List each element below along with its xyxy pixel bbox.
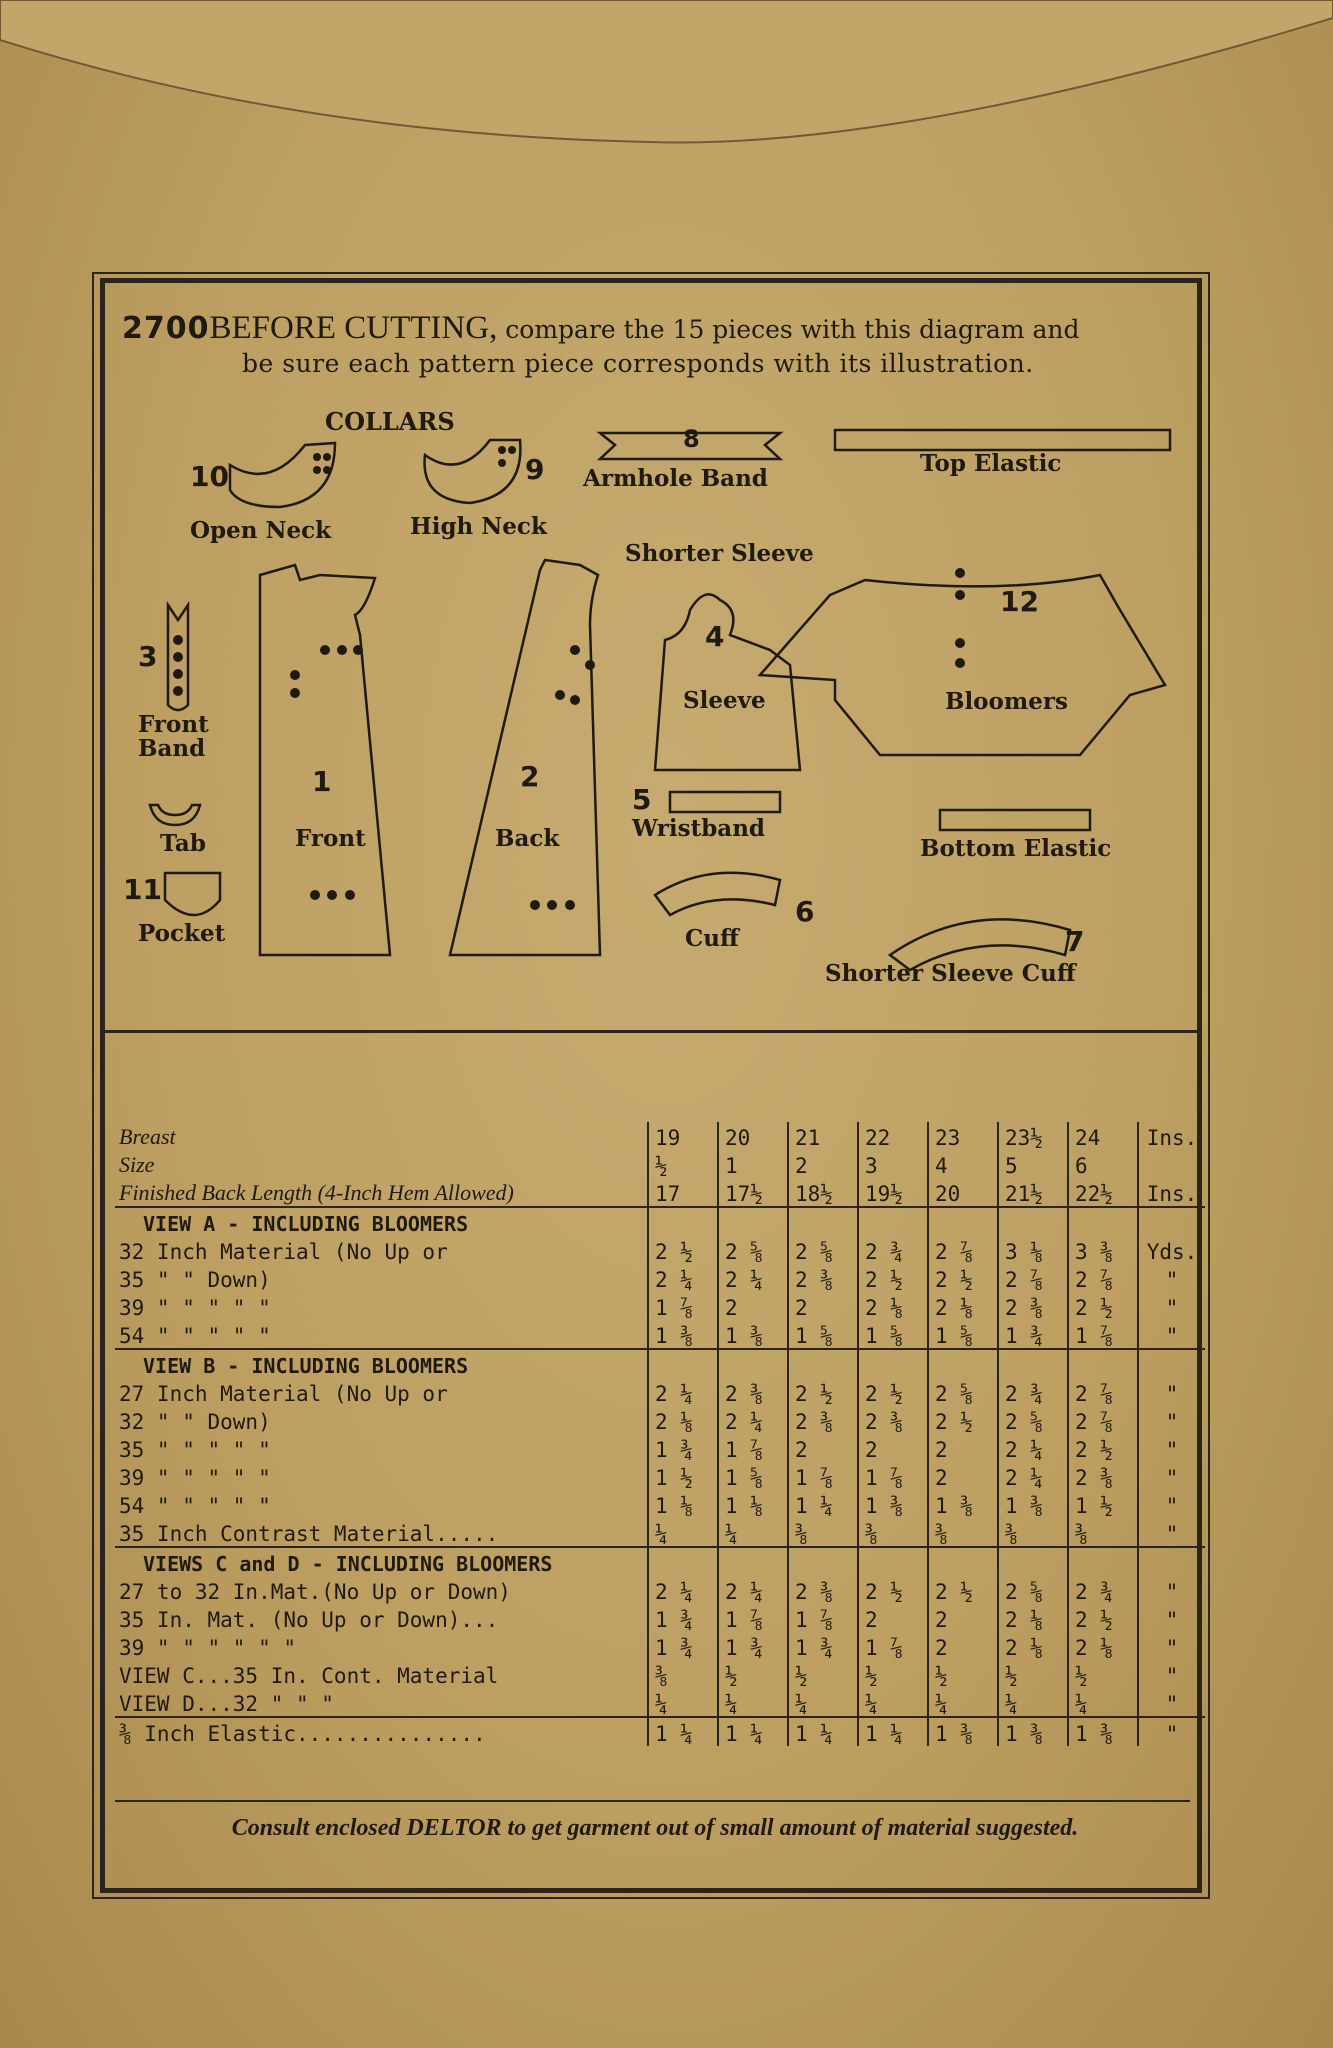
piece-number-armhole-band: 8 — [683, 425, 700, 453]
yardage-cell: 2 ⅜ — [788, 1264, 858, 1292]
yardage-cell: 1 ½ — [1068, 1490, 1138, 1518]
yardage-cell: 3 ⅛ — [998, 1236, 1068, 1264]
yardage-cell: ⅜ — [1068, 1518, 1138, 1547]
yardage-cell: 1 ⅝ — [858, 1320, 928, 1349]
unit-cell: Ins. — [1138, 1122, 1205, 1150]
row-description: Size — [119, 1152, 155, 1177]
unit-cell: " — [1138, 1292, 1205, 1320]
yardage-cell: 2 ½ — [1068, 1292, 1138, 1320]
unit-cell: " — [1138, 1632, 1205, 1660]
yardage-row — [115, 1320, 1205, 1349]
empty-cell — [928, 1349, 998, 1378]
empty-cell — [1068, 1207, 1138, 1236]
yardage-cell: ½ — [718, 1660, 788, 1688]
yardage-row — [115, 1604, 1205, 1632]
unit-cell: " — [1138, 1462, 1205, 1490]
piece-label-armhole-band: Armhole Band — [583, 465, 768, 492]
unit-cell: " — [1138, 1576, 1205, 1604]
piece-label-front-band: Front Band — [138, 711, 209, 762]
unit-cell: Ins. — [1138, 1178, 1205, 1207]
empty-cell — [858, 1207, 928, 1236]
size-header-row — [115, 1122, 1205, 1150]
piece-number-wristband: 5 — [632, 783, 652, 816]
yardage-cell: 19½ — [858, 1178, 928, 1207]
yardage-cell: 2 ½ — [858, 1264, 928, 1292]
yardage-cell: 3 ⅜ — [1068, 1236, 1138, 1264]
piece-label-front: Front — [295, 825, 366, 852]
empty-cell — [648, 1207, 718, 1236]
yardage-cell: 1 ⅞ — [1068, 1320, 1138, 1349]
yardage-cell: 2 ½ — [928, 1576, 998, 1604]
piece-label-shorter-sleeve-cuff: Shorter Sleeve Cuff — [825, 960, 1076, 987]
yardage-cell: 1 ½ — [648, 1462, 718, 1490]
yardage-cell: 1 ⅞ — [788, 1604, 858, 1632]
yardage-cell: 2 ¼ — [648, 1576, 718, 1604]
yardage-cell: 3 — [858, 1150, 928, 1178]
yardage-cell: 2 ⅜ — [718, 1378, 788, 1406]
yardage-cell: 23½ — [998, 1122, 1068, 1150]
yardage-cell: 1 — [718, 1150, 788, 1178]
piece-number-sleeve: 4 — [705, 620, 725, 653]
yardage-cell: 1 ¾ — [648, 1632, 718, 1660]
yardage-cell: 2 ½ — [1068, 1434, 1138, 1462]
yardage-row — [115, 1292, 1205, 1320]
piece-label-high-neck: High Neck — [410, 513, 547, 540]
unit-cell: " — [1138, 1490, 1205, 1518]
row-description: VIEW D...32 " " " — [119, 1692, 334, 1716]
yardage-cell: 2 ⅜ — [998, 1292, 1068, 1320]
unit-cell: " — [1138, 1604, 1205, 1632]
empty-cell — [1068, 1349, 1138, 1378]
yardage-row — [115, 1660, 1205, 1688]
yardage-cell: ½ — [1068, 1660, 1138, 1688]
yardage-cell: 2 ¼ — [998, 1462, 1068, 1490]
yardage-cell: 2 ¼ — [718, 1406, 788, 1434]
yardage-cell: ½ — [928, 1660, 998, 1688]
yardage-cell: 2 ⅛ — [1068, 1632, 1138, 1660]
unit-cell: Yds. — [1138, 1236, 1205, 1264]
unit-cell — [1138, 1150, 1205, 1178]
yardage-cell: ½ — [998, 1660, 1068, 1688]
yardage-cell: 1 ¾ — [718, 1632, 788, 1660]
yardage-cell: 1 ¾ — [788, 1632, 858, 1660]
yardage-cell: 2 — [928, 1462, 998, 1490]
yardage-cell: 2 ⅞ — [998, 1264, 1068, 1292]
row-description: 35 " " Down) — [119, 1268, 271, 1292]
yardage-cell: 1 ⅜ — [998, 1717, 1068, 1746]
yardage-cell: ¼ — [928, 1688, 998, 1717]
yardage-cell: 1 ¼ — [718, 1717, 788, 1746]
yardage-row — [115, 1264, 1205, 1292]
yardage-cell: 1 ⅜ — [928, 1717, 998, 1746]
pattern-pieces-diagram — [120, 395, 1190, 1025]
yardage-cell: 1 ¼ — [788, 1717, 858, 1746]
yardage-row — [115, 1632, 1205, 1660]
yardage-cell: 1 ⅞ — [718, 1604, 788, 1632]
yardage-cell: 20 — [928, 1178, 998, 1207]
row-description: 35 In. Mat. (No Up or Down)... — [119, 1608, 499, 1632]
yardage-cell: ¼ — [648, 1518, 718, 1547]
yardage-cell: 2 ⅛ — [998, 1604, 1068, 1632]
piece-label-open-neck: Open Neck — [190, 517, 332, 544]
yardage-row — [115, 1462, 1205, 1490]
empty-cell — [928, 1547, 998, 1576]
empty-cell — [1138, 1547, 1205, 1576]
yardage-cell: 22½ — [1068, 1178, 1138, 1207]
yardage-cell: ½ — [858, 1660, 928, 1688]
yardage-cell: 1 ¾ — [648, 1604, 718, 1632]
piece-number-high-neck: 9 — [525, 453, 545, 486]
section-title-row — [115, 1547, 1205, 1576]
yardage-cell: 2 ½ — [928, 1406, 998, 1434]
empty-cell — [788, 1547, 858, 1576]
empty-cell — [1068, 1547, 1138, 1576]
yardage-cell: 2 ⅜ — [858, 1406, 928, 1434]
yardage-cell: 2 ⅝ — [998, 1576, 1068, 1604]
yardage-cell: 23 — [928, 1122, 998, 1150]
row-description: 35 " " " " " — [119, 1438, 271, 1462]
yardage-cell: 2 ⅝ — [928, 1378, 998, 1406]
section-title-row — [115, 1207, 1205, 1236]
yardage-cell: 2 — [858, 1434, 928, 1462]
piece-label-bloomers: Bloomers — [945, 688, 1068, 715]
yardage-cell: 2 — [788, 1150, 858, 1178]
yardage-row — [115, 1434, 1205, 1462]
yardage-cell: 2 — [928, 1434, 998, 1462]
empty-cell — [648, 1547, 718, 1576]
row-description: 39 " " " " " — [119, 1466, 271, 1490]
row-description: 32 " " Down) — [119, 1410, 271, 1434]
yardage-cell: 2 ¼ — [718, 1264, 788, 1292]
empty-cell — [1138, 1349, 1205, 1378]
yardage-cell: 2 ⅛ — [928, 1292, 998, 1320]
row-description: ⅜ Inch Elastic............... — [115, 1717, 648, 1746]
yardage-cell: 2 ⅝ — [718, 1236, 788, 1264]
unit-cell: " — [1138, 1688, 1205, 1717]
yardage-cell: 2 ⅞ — [1068, 1264, 1138, 1292]
section-title: VIEW B - INCLUDING BLOOMERS — [115, 1349, 648, 1378]
row-description: 27 to 32 In.Mat.(No Up or Down) — [119, 1580, 511, 1604]
unit-cell: " — [1138, 1518, 1205, 1547]
yardage-cell: 1 ⅛ — [648, 1490, 718, 1518]
yardage-cell: 2 ⅞ — [1068, 1378, 1138, 1406]
row-description: VIEW C...35 In. Cont. Material — [119, 1664, 499, 1688]
collars-title: COLLARS — [325, 407, 455, 436]
yardage-cell: 1 ⅜ — [648, 1320, 718, 1349]
instructions-line-1: compare the 15 pieces with this diagram and — [505, 315, 1080, 344]
yardage-cell: 2 — [788, 1292, 858, 1320]
yardage-row — [115, 1518, 1205, 1547]
unit-cell: " — [1138, 1378, 1205, 1406]
yardage-cell: 1 ¼ — [858, 1717, 928, 1746]
unit-cell: " — [1138, 1717, 1205, 1746]
yardage-cell: 1 ⅜ — [998, 1490, 1068, 1518]
yardage-cell: ¼ — [788, 1688, 858, 1717]
yardage-cell: 2 ⅞ — [1068, 1406, 1138, 1434]
yardage-cell: ⅜ — [998, 1518, 1068, 1547]
yardage-cell: 21 — [788, 1122, 858, 1150]
empty-cell — [858, 1547, 928, 1576]
instructions-line-2: be sure each pattern piece corresponds with its illustration. — [242, 349, 1034, 378]
yardage-cell: 2 ½ — [648, 1236, 718, 1264]
yardage-cell: 2 ½ — [928, 1264, 998, 1292]
unit-cell: " — [1138, 1660, 1205, 1688]
yardage-cell: 21½ — [998, 1178, 1068, 1207]
piece-label-sleeve: Sleeve — [683, 687, 766, 714]
piece-label-bottom-elastic: Bottom Elastic — [920, 835, 1112, 862]
yardage-cell: 1 ⅞ — [788, 1462, 858, 1490]
piece-number-cuff: 6 — [795, 895, 815, 928]
yardage-cell: 2 — [718, 1292, 788, 1320]
piece-label-wristband: Wristband — [632, 815, 766, 842]
yardage-cell: 17½ — [718, 1178, 788, 1207]
row-description: 39 " " " " " " — [119, 1636, 297, 1660]
row-description: 27 Inch Material (No Up or — [119, 1382, 448, 1406]
yardage-cell: 1 ⅝ — [928, 1320, 998, 1349]
empty-cell — [718, 1547, 788, 1576]
empty-cell — [788, 1349, 858, 1378]
yardage-cell: 2 ⅛ — [998, 1632, 1068, 1660]
yardage-row — [115, 1490, 1205, 1518]
row-description: 32 Inch Material (No Up or — [119, 1240, 448, 1264]
unit-cell: " — [1138, 1264, 1205, 1292]
section-title: VIEWS C and D - INCLUDING BLOOMERS — [115, 1547, 648, 1576]
pattern-number: 2700 — [122, 311, 210, 346]
piece-label-top-elastic: Top Elastic — [920, 450, 1062, 477]
empty-cell — [718, 1349, 788, 1378]
yardage-cell: 2 ¼ — [718, 1576, 788, 1604]
row-description: Finished Back Length (4-Inch Hem Allowed) — [119, 1180, 514, 1205]
empty-cell — [718, 1207, 788, 1236]
section-title-row — [115, 1349, 1205, 1378]
yardage-cell: ¼ — [718, 1518, 788, 1547]
yardage-cell: 2 ¼ — [648, 1264, 718, 1292]
yardage-cell: 2 ¾ — [998, 1378, 1068, 1406]
yardage-cell: 20 — [718, 1122, 788, 1150]
row-description: Breast — [119, 1124, 176, 1149]
yardage-cell: ⅜ — [928, 1518, 998, 1547]
yardage-cell: 22 — [858, 1122, 928, 1150]
yardage-cell: 2 ⅜ — [1068, 1462, 1138, 1490]
yardage-row — [115, 1406, 1205, 1434]
yardage-cell: 2 ⅛ — [858, 1292, 928, 1320]
row-description: 54 " " " " " — [119, 1494, 271, 1518]
yardage-cell: 2 ¼ — [648, 1378, 718, 1406]
yardage-cell: 1 ⅜ — [718, 1320, 788, 1349]
empty-cell — [998, 1207, 1068, 1236]
piece-label-cuff: Cuff — [685, 925, 739, 952]
yardage-row — [115, 1236, 1205, 1264]
yardage-cell: 1 ⅛ — [718, 1490, 788, 1518]
yardage-cell: 2 — [928, 1604, 998, 1632]
yardage-cell: 2 ½ — [858, 1378, 928, 1406]
yardage-cell: 1 ⅞ — [858, 1462, 928, 1490]
yardage-cell: 17 — [648, 1178, 718, 1207]
piece-number-back: 2 — [520, 760, 540, 793]
yardage-cell: 24 — [1068, 1122, 1138, 1150]
unit-cell: " — [1138, 1434, 1205, 1462]
size-header-row — [115, 1178, 1205, 1207]
yardage-cell: 2 — [928, 1632, 998, 1660]
unit-cell: " — [1138, 1320, 1205, 1349]
yardage-cell: 2 ½ — [858, 1576, 928, 1604]
yardage-row — [115, 1717, 1205, 1746]
yardage-cell: ½ — [788, 1660, 858, 1688]
yardage-cell: ¼ — [858, 1688, 928, 1717]
yardage-chart — [115, 1122, 1205, 1746]
yardage-cell: 1 ¾ — [998, 1320, 1068, 1349]
yardage-row — [115, 1378, 1205, 1406]
yardage-cell: ¼ — [718, 1688, 788, 1717]
yardage-cell: ¼ — [648, 1688, 718, 1717]
piece-number-open-neck: 10 — [190, 460, 229, 493]
yardage-cell: 2 ¾ — [858, 1236, 928, 1264]
yardage-cell: 2 ½ — [1068, 1604, 1138, 1632]
yardage-cell: 1 ⅝ — [718, 1462, 788, 1490]
unit-cell: " — [1138, 1406, 1205, 1434]
before-cutting-heading: BEFORE CUTTING, — [209, 310, 498, 346]
yardage-cell: 1 ¼ — [648, 1717, 718, 1746]
empty-cell — [998, 1349, 1068, 1378]
yardage-cell: 2 ¾ — [1068, 1576, 1138, 1604]
piece-number-front: 1 — [312, 765, 332, 798]
yardage-cell: 2 ⅞ — [928, 1236, 998, 1264]
empty-cell — [1138, 1207, 1205, 1236]
piece-number-shorter-sleeve-cuff: 7 — [1065, 925, 1085, 958]
yardage-cell: 2 ¼ — [998, 1434, 1068, 1462]
piece-label-shorter-sleeve: Shorter Sleeve — [625, 540, 814, 567]
yardage-cell: 2 ⅜ — [788, 1576, 858, 1604]
yardage-cell: 2 ⅛ — [648, 1406, 718, 1434]
piece-number-bloomers: 12 — [1000, 585, 1039, 618]
empty-cell — [788, 1207, 858, 1236]
yardage-cell: 1 ¾ — [648, 1434, 718, 1462]
yardage-cell: 2 ⅜ — [788, 1406, 858, 1434]
yardage-cell: 4 — [928, 1150, 998, 1178]
piece-label-tab: Tab — [160, 830, 206, 857]
yardage-cell: ⅜ — [858, 1518, 928, 1547]
yardage-cell: 1 ⅜ — [1068, 1717, 1138, 1746]
instructions-header — [122, 310, 1192, 378]
yardage-cell: ⅜ — [788, 1518, 858, 1547]
row-description: 54 " " " " " — [119, 1324, 271, 1348]
piece-number-front-band: 3 — [138, 640, 158, 673]
yardage-cell: 1 ⅞ — [718, 1434, 788, 1462]
section-divider — [105, 1030, 1197, 1033]
yardage-cell: 1 ⅞ — [858, 1632, 928, 1660]
yardage-cell: 1 ⅜ — [928, 1490, 998, 1518]
yardage-cell: 2 ⅝ — [788, 1236, 858, 1264]
yardage-cell: 1 ⅜ — [858, 1490, 928, 1518]
yardage-cell: ¼ — [1068, 1688, 1138, 1717]
empty-cell — [858, 1349, 928, 1378]
row-description: 39 " " " " " — [119, 1296, 271, 1320]
yardage-cell: ¼ — [998, 1688, 1068, 1717]
yardage-cell: 6 — [1068, 1150, 1138, 1178]
piece-number-pocket: 11 — [123, 873, 162, 906]
piece-label-pocket: Pocket — [138, 920, 226, 947]
empty-cell — [998, 1547, 1068, 1576]
yardage-cell: 1 ⅞ — [648, 1292, 718, 1320]
empty-cell — [928, 1207, 998, 1236]
yardage-cell: 2 ½ — [788, 1378, 858, 1406]
yardage-cell: ½ — [648, 1150, 718, 1178]
yardage-row — [115, 1576, 1205, 1604]
yardage-cell: 18½ — [788, 1178, 858, 1207]
size-header-row — [115, 1150, 1205, 1178]
yardage-cell: 5 — [998, 1150, 1068, 1178]
yardage-cell: 2 — [858, 1604, 928, 1632]
section-title: VIEW A - INCLUDING BLOOMERS — [115, 1207, 648, 1236]
yardage-cell: 19 — [648, 1122, 718, 1150]
yardage-cell: 2 ⅝ — [998, 1406, 1068, 1434]
row-description: 35 Inch Contrast Material..... — [119, 1522, 499, 1546]
empty-cell — [648, 1349, 718, 1378]
yardage-cell: 1 ⅝ — [788, 1320, 858, 1349]
piece-label-back: Back — [495, 825, 560, 852]
yardage-cell: 2 — [788, 1434, 858, 1462]
envelope-flap — [0, 0, 1333, 180]
yardage-row — [115, 1688, 1205, 1717]
yardage-cell: 1 ¼ — [788, 1490, 858, 1518]
deltor-footer-note: Consult enclosed DELTOR to get garment out of small amount of material suggested. — [231, 1815, 1079, 1841]
yardage-cell: ⅜ — [648, 1660, 718, 1688]
